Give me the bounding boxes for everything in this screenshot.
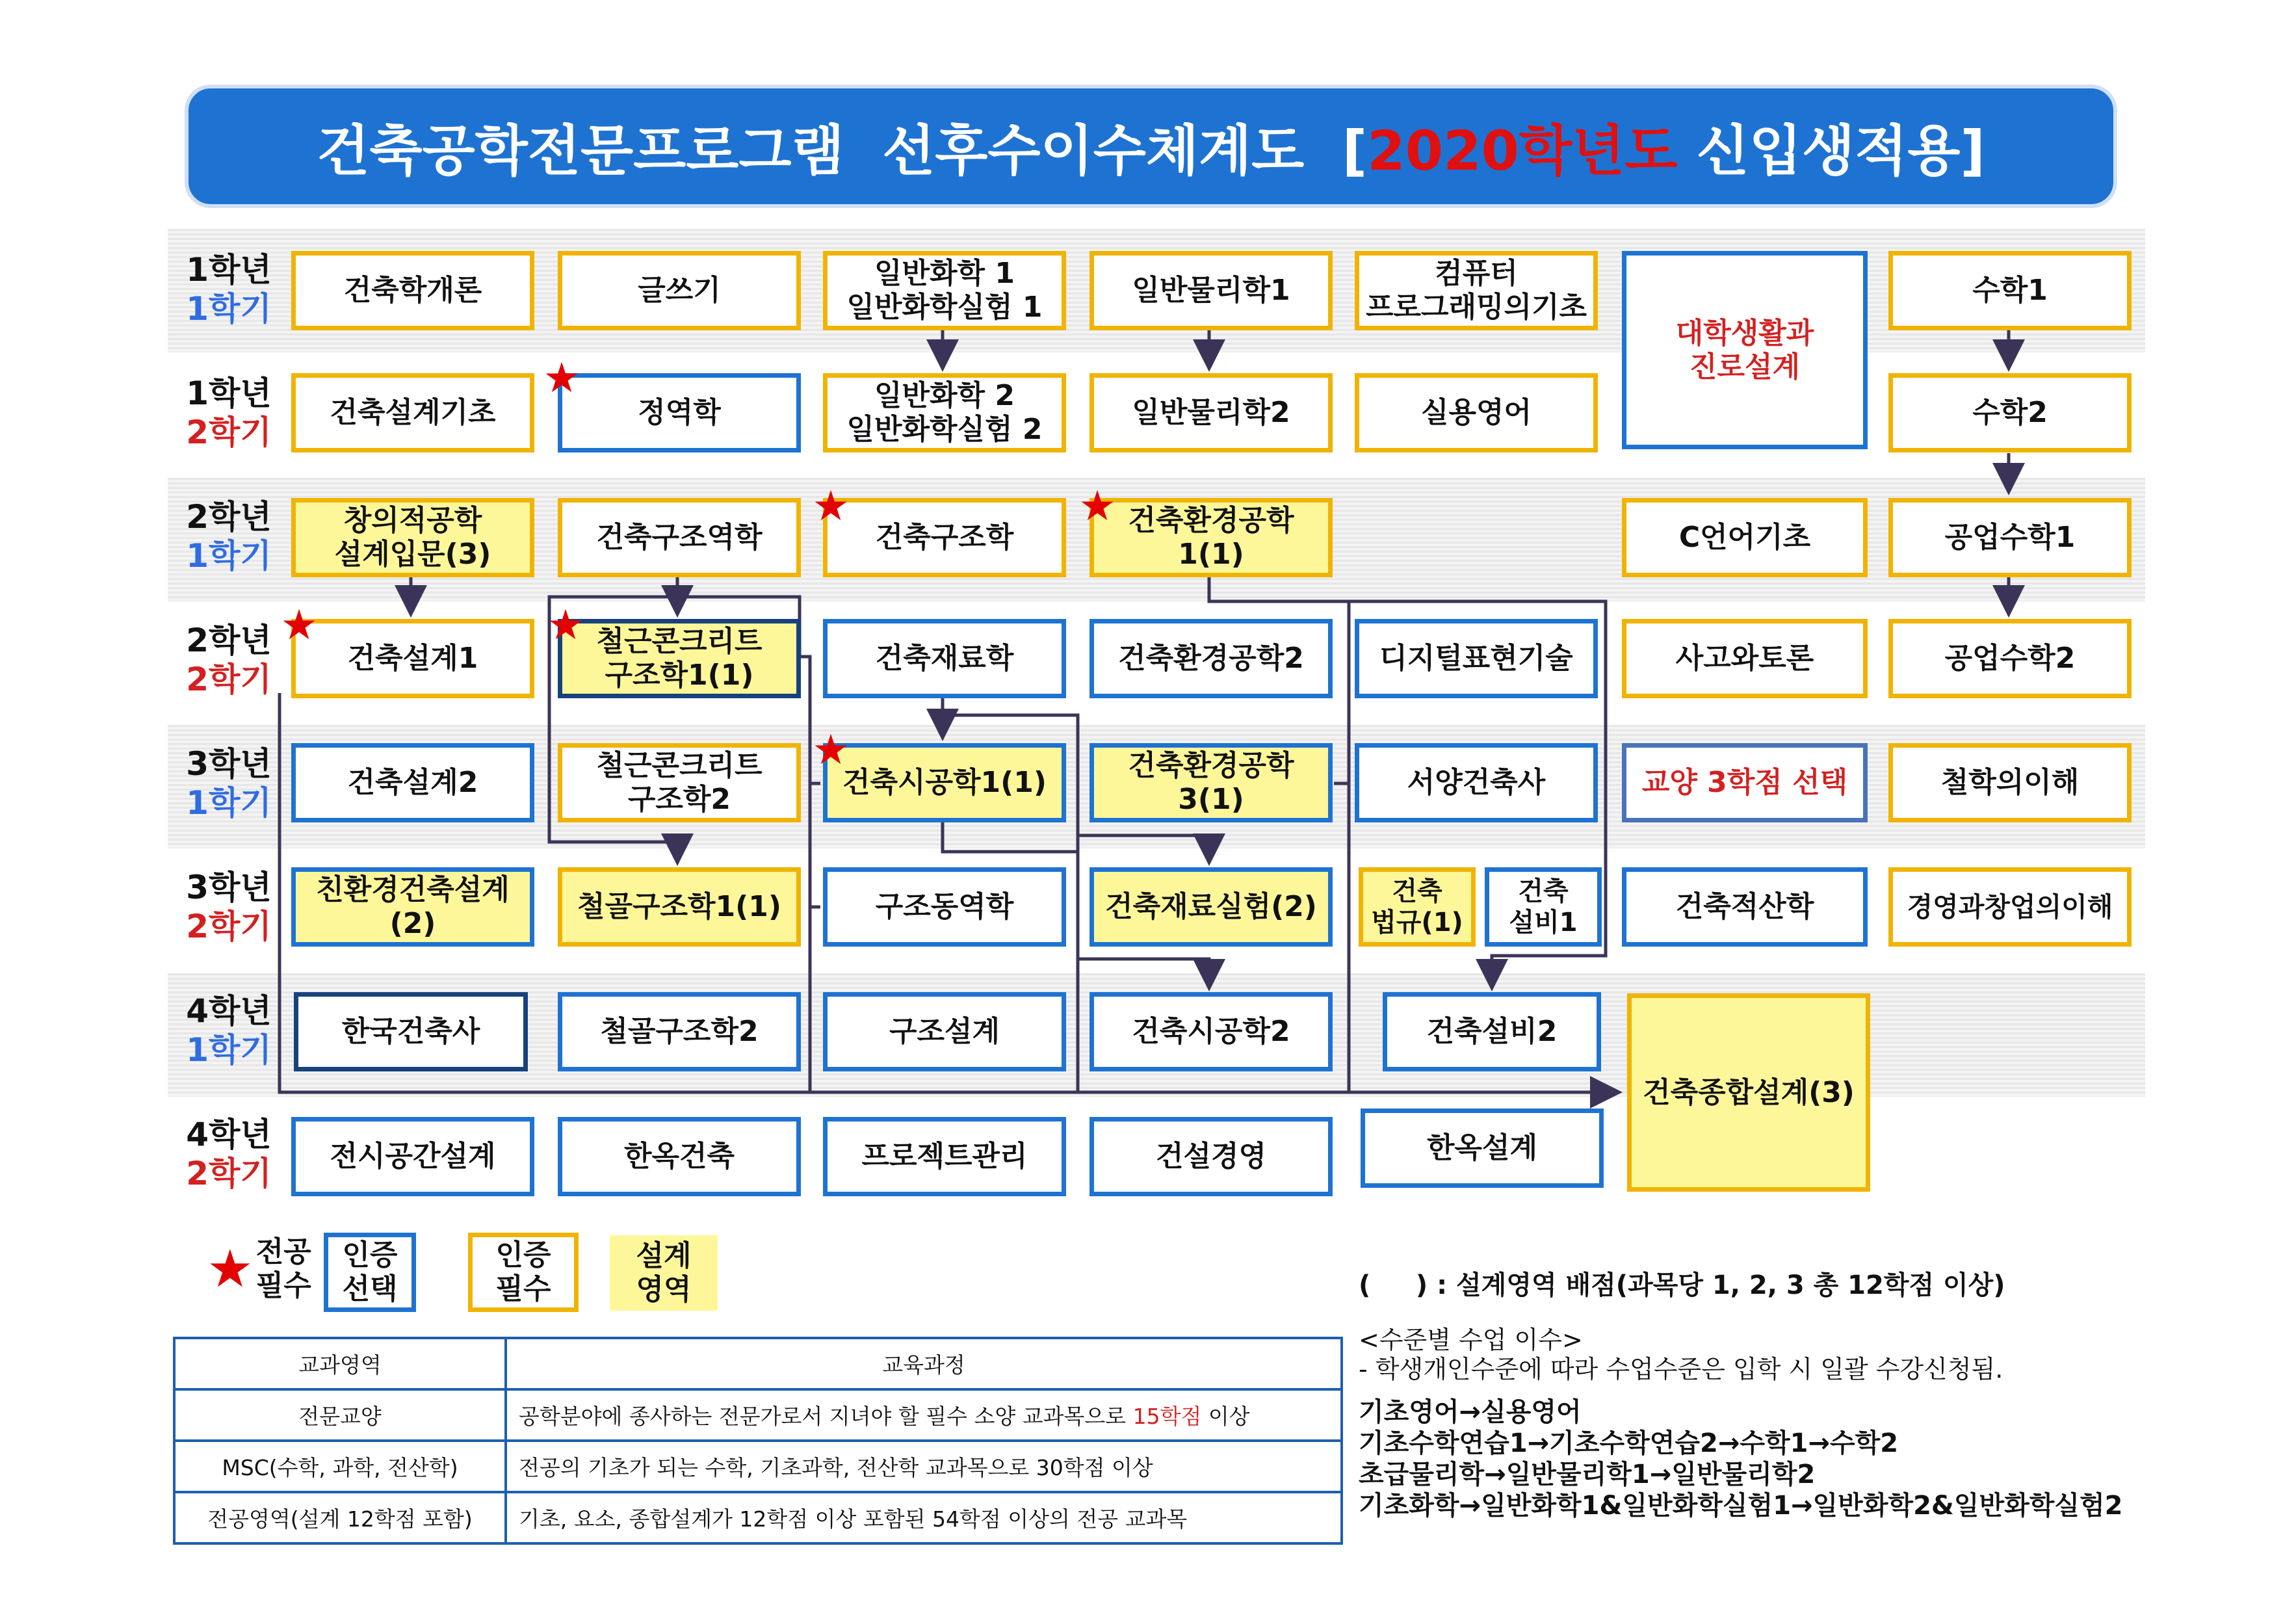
course-box[interactable]: 창의적공학 설계입문(3) <box>291 498 534 577</box>
course-box-elective[interactable]: 교양 3학점 선택 <box>1622 743 1868 822</box>
course-box[interactable]: C언어기초 <box>1622 498 1868 577</box>
course-box[interactable]: 철근콘크리트 구조학1(1) <box>558 619 801 698</box>
level-title: <수준별 수업 이수> <box>1359 1326 1583 1354</box>
level-path: 기초영어→실용영어 <box>1359 1397 1582 1427</box>
course-box-college-life[interactable]: 대학생활과 진로설계 <box>1622 251 1868 449</box>
curriculum-area-table <box>173 1337 1343 1545</box>
legend-cert-elective: 인증 선택 <box>324 1233 416 1312</box>
semester-label: 4학년 1학기 <box>186 992 272 1069</box>
line-const1-const2 <box>1078 959 1209 985</box>
course-box[interactable]: 일반물리학2 <box>1089 373 1333 452</box>
table-row <box>174 1389 1342 1441</box>
course-box[interactable]: 건축환경공학1(1) <box>1089 498 1333 577</box>
star-icon: ★ <box>543 354 581 402</box>
semester-label: 1학년 1학기 <box>186 251 272 328</box>
course-box[interactable]: 건설경영 <box>1089 1117 1333 1196</box>
course-box[interactable]: 건축설비2 <box>1383 992 1601 1071</box>
course-box[interactable]: 철골구조학1(1) <box>558 867 801 947</box>
course-box[interactable]: 한옥건축 <box>558 1117 801 1196</box>
semester-label: 3학년 2학기 <box>186 869 272 945</box>
course-box[interactable]: 건축구조학 <box>823 498 1066 577</box>
table-cell: 전문교양 <box>174 1389 506 1441</box>
table-cell: 전공영역(설계 12학점 포함) <box>174 1492 506 1543</box>
semester-label: 1학년 2학기 <box>186 374 272 451</box>
table-row <box>174 1441 1342 1492</box>
course-box[interactable]: 친환경건축설계(2) <box>291 867 534 947</box>
star-icon: ★ <box>280 601 318 649</box>
course-box[interactable]: 건축환경공학2 <box>1089 619 1333 698</box>
semester-label: 3학년 1학기 <box>186 745 272 822</box>
course-box[interactable]: 건축설계2 <box>291 743 534 822</box>
semester-label: 4학년 2학기 <box>186 1116 272 1192</box>
level-path: 기초수학연습1→기초수학연습2→수학1→수학2 <box>1359 1428 1899 1458</box>
course-box[interactable]: 건축환경공학3(1) <box>1089 743 1333 822</box>
course-box[interactable]: 일반화학 1 일반화학실험 1 <box>823 251 1066 330</box>
star-icon: ★ <box>1078 482 1116 531</box>
legend-design-area: 설계 영역 <box>610 1235 718 1311</box>
course-box[interactable]: 프로젝트관리 <box>823 1117 1066 1196</box>
course-box[interactable]: 철골구조학2 <box>558 992 801 1071</box>
star-icon: ★ <box>812 726 850 774</box>
level-desc: - 학생개인수준에 따라 수업수준은 입학 시 일괄 수강신청됨. <box>1359 1355 2003 1384</box>
semester-label: 2학년 2학기 <box>186 622 272 698</box>
star-icon: ★ <box>547 601 584 649</box>
course-box[interactable]: 일반물리학1 <box>1089 251 1333 330</box>
course-box[interactable]: 실용영어 <box>1355 373 1598 452</box>
course-box[interactable]: 건축설계1 <box>291 619 534 698</box>
table-header: 교육과정 <box>506 1338 1342 1389</box>
level-path: 초급물리학→일반물리학1→일반물리학2 <box>1359 1460 1816 1489</box>
course-box[interactable]: 정역학 <box>558 373 801 452</box>
table-cell: MSC(수학, 과학, 전산학) <box>174 1441 506 1492</box>
course-box[interactable]: 공업수학1 <box>1888 498 2132 577</box>
course-box[interactable]: 수학2 <box>1888 373 2132 452</box>
course-box[interactable]: 건축시공학1(1) <box>823 743 1066 822</box>
course-box[interactable]: 사고와토론 <box>1622 619 1868 698</box>
course-box[interactable]: 건축 법규(1) <box>1359 867 1476 947</box>
table-header: 교과영역 <box>174 1338 506 1389</box>
course-box[interactable]: 서양건축사 <box>1355 743 1598 822</box>
star-icon: ★ <box>812 482 850 531</box>
table-row <box>174 1492 1342 1543</box>
course-box[interactable]: 한국건축사 <box>294 992 528 1071</box>
table-header-row <box>174 1338 1342 1389</box>
course-box[interactable]: 전시공간설계 <box>291 1117 534 1196</box>
course-box[interactable]: 공업수학2 <box>1888 619 2132 698</box>
star-icon: ★ <box>207 1239 254 1299</box>
page-title: 건축공학전문프로그램 선후수이수체계도 [2020학년도 신입생적용] <box>317 118 1985 183</box>
legend-cert-required: 인증 필수 <box>468 1233 579 1312</box>
course-box[interactable]: 건축 설비1 <box>1485 867 1602 947</box>
table-cell: 전공의 기초가 되는 수학, 기초과학, 전산학 교과목으로 30학점 이상 <box>506 1441 1342 1492</box>
design-score-note: ( ) : 설계영역 배점(과목당 1, 2, 3 총 12학점 이상) <box>1359 1270 2005 1300</box>
course-box[interactable]: 컴퓨터 프로그래밍의기초 <box>1355 251 1598 330</box>
course-box[interactable]: 건축재료실험(2) <box>1089 867 1333 947</box>
course-box[interactable]: 구조설계 <box>823 992 1066 1071</box>
course-box[interactable]: 철근콘크리트 구조학2 <box>558 743 801 822</box>
table-cell: 공학분야에 종사하는 전문가로서 지녀야 할 필수 소양 교과목으로 15학점 이상 <box>506 1389 1342 1441</box>
course-box[interactable]: 건축재료학 <box>823 619 1066 698</box>
course-box-capstone[interactable]: 건축종합설계(3) <box>1627 993 1870 1192</box>
course-box[interactable]: 건축설계기초 <box>291 373 534 452</box>
legend-major-required: ★ 전공 필수 <box>207 1235 311 1302</box>
course-box[interactable]: 건축학개론 <box>291 251 534 330</box>
course-box[interactable]: 건축적산학 <box>1622 867 1868 947</box>
line-const1-matlab <box>1078 835 1209 859</box>
level-path: 기초화학→일반화학1&일반화학실험1→일반화학2&일반화학실험2 <box>1359 1491 2123 1521</box>
course-box[interactable]: 수학1 <box>1888 251 2132 330</box>
course-box[interactable]: 건축구조역학 <box>558 498 801 577</box>
course-box[interactable]: 글쓰기 <box>558 251 801 330</box>
course-box[interactable]: 한옥설계 <box>1361 1108 1604 1188</box>
course-box[interactable]: 건축시공학2 <box>1089 992 1333 1071</box>
course-box[interactable]: 일반화학 2 일반화학실험 2 <box>823 373 1066 452</box>
course-box[interactable]: 디지털표현기술 <box>1355 619 1598 698</box>
course-box[interactable]: 구조동역학 <box>823 867 1066 947</box>
course-box[interactable]: 경영과창업의이해 <box>1888 867 2132 947</box>
table-cell: 기초, 요소, 종합설계가 12학점 이상 포함된 54학점 이상의 전공 교과목 <box>506 1492 1342 1543</box>
semester-label: 2학년 1학기 <box>186 498 272 575</box>
course-box[interactable]: 철학의이해 <box>1888 743 2132 822</box>
